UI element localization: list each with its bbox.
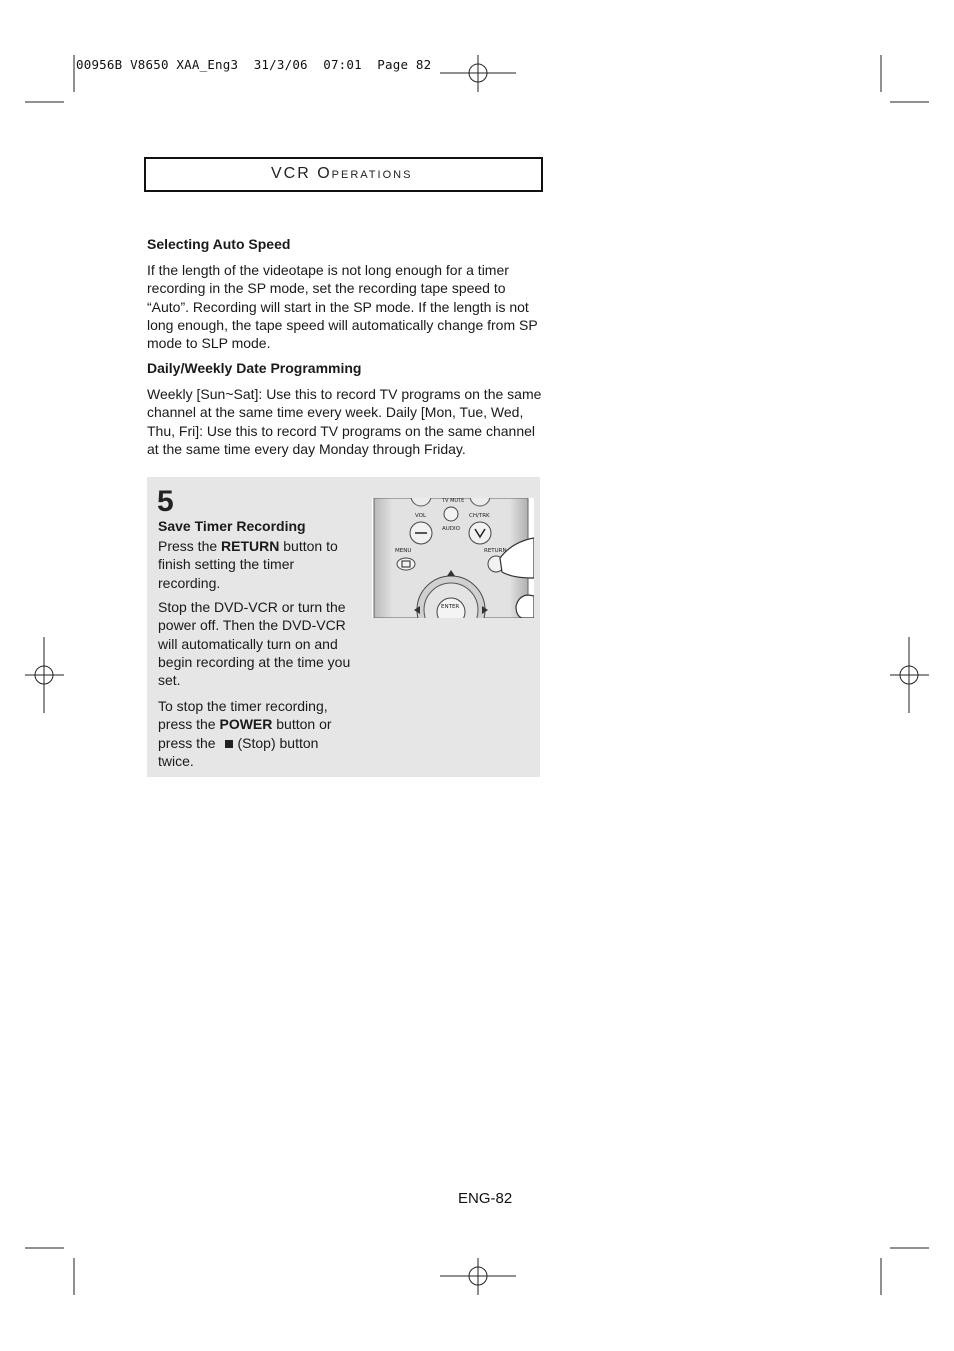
label-vol: VOL [415,513,427,519]
step-p1-a: Press the [158,538,222,554]
step-paragraph-2: Stop the DVD-VCR or turn the power off. Then the DVD-VCR will automatically turn on and begin recording at the time you set. [158,599,351,689]
daily-weekly-heading: Daily/Weekly Date Programming [147,360,362,376]
printer-slug: 00956B V8650 XAA_Eng3 31/3/06 07:01 Page 82 [76,57,432,72]
daily-weekly-body: Weekly [Sun~Sat]: Use this to record TV programs on the same channel at the same time every week. Daily [Mon, Tue, Wed, Thu, Fri]: Use this to record TV programs on the same channel at the same time every day Monday through Friday. [147,386,542,457]
remote-drawing [372,498,534,618]
auto-speed-heading [147,236,290,252]
label-ch-trk: CH/TRK [469,513,490,519]
remote-illustration [372,498,534,618]
step-paragraph-3 [158,697,348,770]
label-menu: MENU [395,548,412,554]
label-tv-mute: TV MUTE [442,498,465,504]
auto-speed-heading-bold: Auto Speed [212,236,291,252]
auto-speed-body: If the length of the videotape is not long enough for a timer recording in the SP mode, set the recording tape speed to “Auto”. Recording will start in the SP mode. If the length is not long enough, the tape speed will automatically change from SP mode to SLP mode. [147,262,538,352]
step-paragraph-1 [158,537,358,592]
power-label: POWER [219,716,273,733]
return-label: RETURN [221,538,280,554]
label-enter: ENTER [441,604,460,610]
stop-icon [225,740,233,748]
step-p3-a: To stop the timer recording, press the [158,698,328,733]
label-audio: AUDIO [442,526,460,532]
section-header [144,157,543,192]
step-number: 5 [157,485,174,518]
label-return: RETURN [484,548,507,554]
step-p1-b: button to finish setting the timer recording. [158,538,338,591]
step-p3-c: (Stop) button twice. [158,734,319,769]
page-number: ENG-82 [458,1190,513,1207]
step-title: Save Timer Recording [158,518,306,534]
step-p3-b: button or press the [158,716,332,751]
section-title: VCR Operations [271,165,413,182]
auto-speed-heading-prefix: Selecting [147,236,210,252]
